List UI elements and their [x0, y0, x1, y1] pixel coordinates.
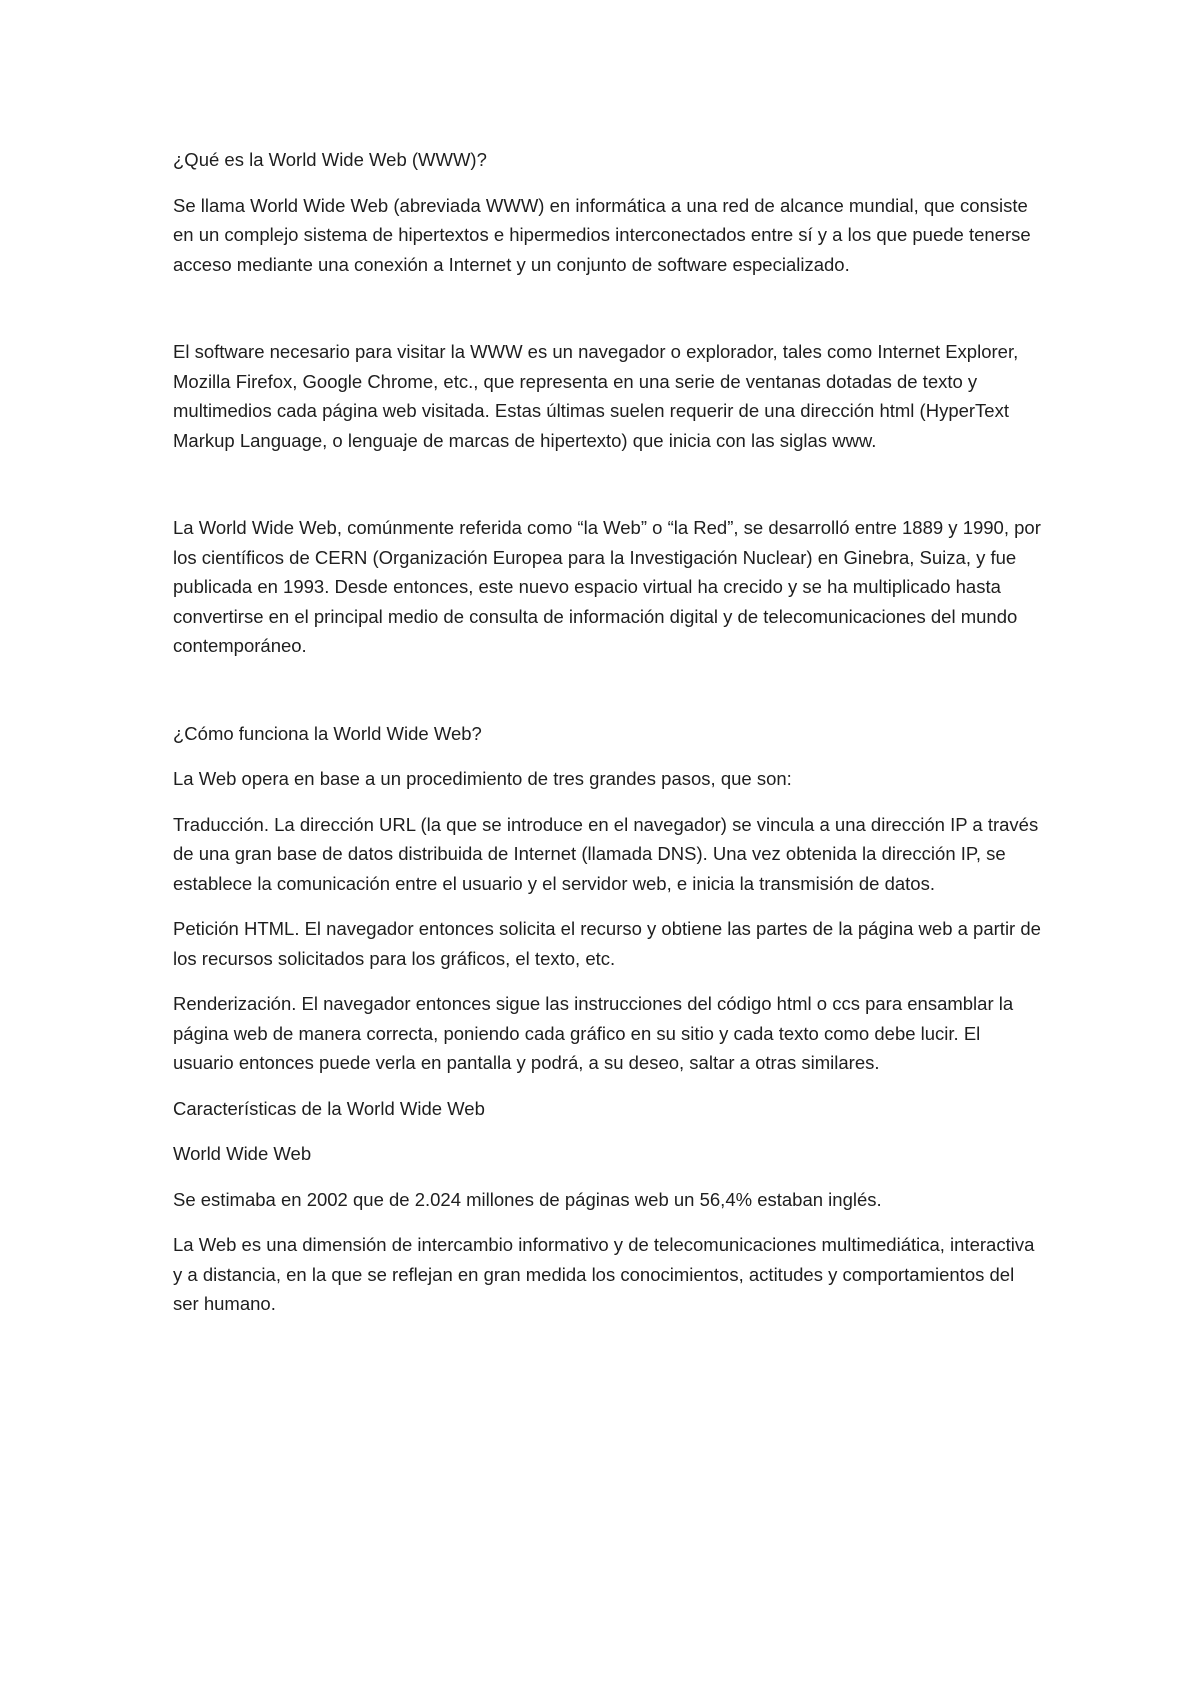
paragraph-software: El software necesario para visitar la WWW es un navegador o explorador, tales como Internet Explorer, Mozilla Firefox, Google Chrome, etc., que representa en una serie de ventanas dotadas de texto y multimedios cada página web visitada. Estas últimas suelen requerir de una dirección html (HyperText Markup Language, o lenguaje de marcas de hipertexto) que inicia con las siglas www.: [173, 341, 1019, 451]
paragraph-history: La World Wide Web, comúnmente referida como “la Web” o “la Red”, se desarrolló entre 1889 y 1990, por los científicos de CERN (Organización Europea para la Investigación Nuclear) en Ginebra, Suiza, y fue publicada en 1993. Desde entonces, este nuevo espacio virtual ha crecido y se ha multiplicado hasta convertirse en el principal medio de consulta de información digital y de telecomunicaciones del mundo contemporáneo.: [173, 517, 1041, 656]
paragraph-peticion-html: Petición HTML. El navegador entonces solicita el recurso y obtiene las partes de la página web a partir de los recursos solicitados para los gráficos, el texto, etc.: [173, 918, 1041, 969]
paragraph-traduccion: Traducción. La dirección URL (la que se introduce en el navegador) se vincula a una dirección IP a través de una gran base de datos distribuida de Internet (llamada DNS). Una vez obtenida la dirección IP, se establece la comunicación entre el usuario y el servidor web, e inicia la transmisión de datos.: [173, 813, 1039, 894]
paragraph-estadistica-2002: Se estimaba en 2002 que de 2.024 millones de páginas web un 56,4% estaban inglés.: [173, 1188, 882, 1210]
heading-que-es-www: ¿Qué es la World Wide Web (WWW)?: [173, 149, 487, 170]
heading-caracteristicas: Características de la World Wide Web: [173, 1097, 485, 1119]
paragraph-three-steps: La Web opera en base a un procedimiento de tres grandes pasos, que son:: [173, 768, 792, 789]
paragraph-dimension: La Web es una dimensión de intercambio informativo y de telecomunicaciones multimediática, interactiva y a distancia, en la que se reflejan en gran medida los conocimientos, actitudes y comportamientos del ser humano.: [173, 1234, 1035, 1314]
subheading-world-wide-web: World Wide Web: [173, 1143, 312, 1164]
paragraph-renderizacion: Renderización. El navegador entonces sigue las instrucciones del código html o ccs para ensamblar la página web de manera correcta, poniendo cada gráfico en su sitio y cada texto como debe lucir. El usuario entonces puede verla en pantalla y podrá, a su deseo, saltar a otras similares.: [173, 993, 1014, 1073]
heading-como-funciona: ¿Cómo funciona la World Wide Web?: [173, 722, 482, 744]
paragraph-definition: Se llama World Wide Web (abreviada WWW) en informática a una red de alcance mundial, que consiste en un complejo sistema de hipertextos e hipermedios interconectados entre sí y a los que puede tenerse acceso mediante una conexión a Internet y un conjunto de software especializado.: [173, 194, 1031, 275]
document-body: [173, 145, 1045, 1335]
